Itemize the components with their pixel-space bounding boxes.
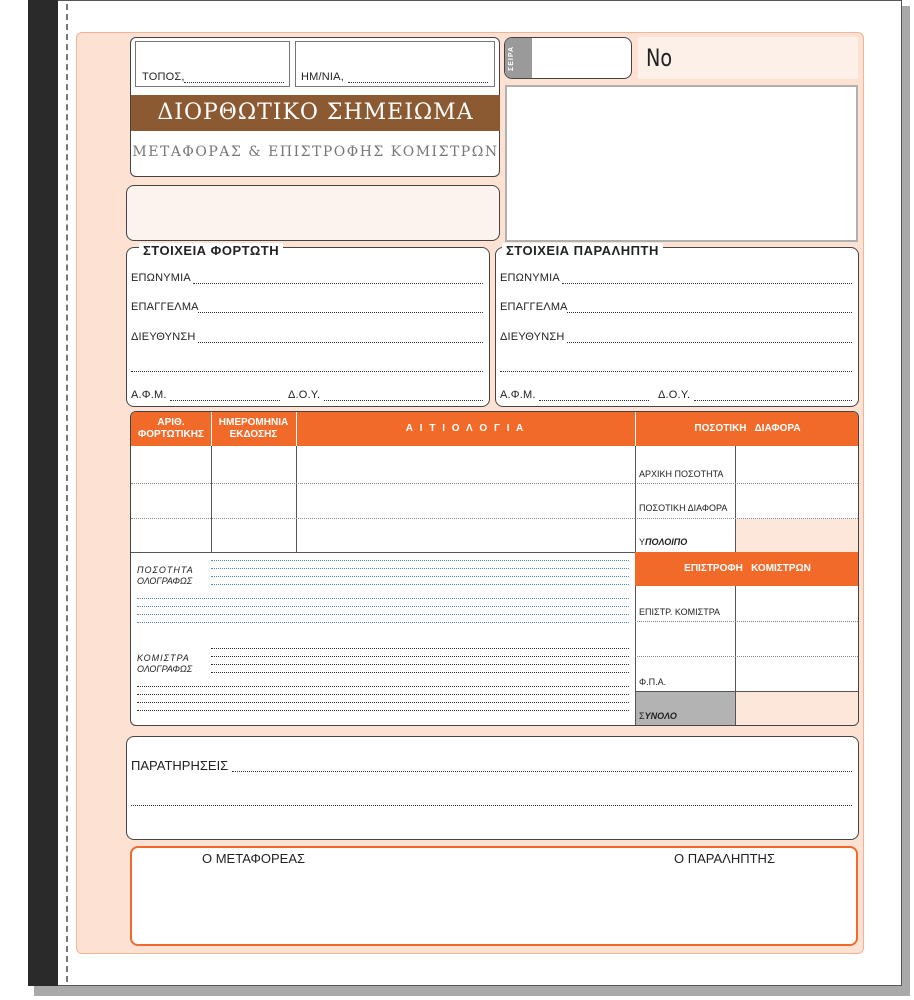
qty-words-line-2[interactable] bbox=[211, 568, 629, 569]
fare-words-line-2[interactable] bbox=[211, 656, 629, 657]
col-header-quantity-diff: ΠΟΣΟΤΙΚΗ ΔΙΑΦΟΡΑ bbox=[635, 412, 859, 446]
remarks-label: ΠΑΡΑΤΗΡΗΣΕΙΣ bbox=[131, 758, 229, 773]
shipper-section bbox=[126, 247, 490, 407]
qty-words-line-3[interactable] bbox=[211, 576, 629, 577]
qty-words-line-5[interactable] bbox=[137, 598, 629, 599]
col-header-number-line1: ΑΡΙΘ. bbox=[157, 417, 185, 428]
remarks-line-2[interactable] bbox=[131, 805, 852, 806]
shipper-profession-label: ΕΠΑΓΓΕΛΜΑ bbox=[131, 301, 199, 313]
receiver-name-label: ΕΠΩΝΥΜΙΑ bbox=[500, 272, 560, 284]
total-prefix: Σ bbox=[639, 711, 645, 721]
date-dots bbox=[348, 82, 488, 83]
main-table bbox=[130, 411, 859, 726]
qty-words-label-1: ΠΟΣΟΤΗΤΑ bbox=[137, 565, 194, 575]
number-label: No bbox=[646, 44, 673, 72]
shipper-name-field[interactable] bbox=[193, 283, 483, 284]
issuer-info-box bbox=[126, 185, 500, 241]
series-label: ΣΕΙΡΑ bbox=[508, 45, 515, 71]
fare-words-line-1[interactable] bbox=[211, 648, 629, 649]
return-fare-label: ΕΠΙΣΤΡ. ΚΟΜΙΣΤΡΑ bbox=[639, 607, 721, 617]
return-fare-line-2 bbox=[635, 656, 859, 657]
shipper-doy-label: Δ.Ο.Υ. bbox=[288, 389, 321, 401]
total-text: ΥΝΟΛΟ bbox=[644, 711, 677, 721]
row-line-3 bbox=[131, 552, 635, 553]
remainder-label bbox=[639, 537, 687, 547]
qty-words-line-4[interactable] bbox=[211, 584, 629, 585]
receiver-afm-label: Α.Φ.Μ. bbox=[500, 389, 536, 401]
col-header-number-line2: ΦΟΡΤΩΤΙΚΗΣ bbox=[138, 429, 204, 440]
col-header-date-line1: ΗΜΕΡΟΜΗΝΙΑ bbox=[218, 417, 289, 428]
receiver-name-field[interactable] bbox=[562, 283, 852, 284]
qty-words-line-7[interactable] bbox=[137, 614, 629, 615]
place-label: ΤΟΠΟΣ, bbox=[142, 71, 185, 83]
row-line-1 bbox=[131, 483, 635, 484]
col-header-reason: Α Ι Τ Ι Ο Λ Ο Γ Ι Α bbox=[296, 412, 635, 446]
shipper-title: ΣΤΟΙΧΕΙΑ ΦΟΡΤΩΤΗ bbox=[139, 243, 283, 258]
receiver-address-field-2[interactable] bbox=[500, 371, 852, 372]
shipper-address-field[interactable] bbox=[198, 342, 483, 343]
col-header-date-line2: ΕΚΔΟΣΗΣ bbox=[229, 429, 278, 440]
receiver-title: ΣΤΟΙΧΕΙΑ ΠΑΡΑΛΗΠΤΗ bbox=[502, 243, 663, 258]
shipper-afm-field[interactable] bbox=[170, 400, 280, 401]
receiver-section bbox=[495, 247, 859, 407]
shipper-doy-field[interactable] bbox=[324, 400, 483, 401]
remarks-section bbox=[126, 736, 859, 840]
perforation-line bbox=[66, 4, 68, 982]
date-label: ΗΜ/ΝΙΑ, bbox=[301, 71, 344, 83]
receiver-address-field[interactable] bbox=[567, 342, 852, 343]
initial-quantity-label: ΑΡΧΙΚΗ ΠΟΣΟΤΗΤΑ bbox=[639, 469, 724, 479]
qty-words-label-2: ΟΛΟΓΡΑΦΩΣ bbox=[137, 576, 193, 586]
carrier-signature-label: Ο ΜΕΤΑΦΟΡΕΑΣ bbox=[202, 851, 306, 866]
fare-words-line-7[interactable] bbox=[137, 702, 629, 703]
return-fares-header: ΕΠΙΣΤΡΟΦΗ ΚΟΜΙΣΤΡΩΝ bbox=[635, 552, 859, 586]
place-box[interactable] bbox=[135, 41, 290, 87]
header-sep-1 bbox=[211, 412, 212, 446]
total-value-cell[interactable] bbox=[736, 692, 859, 726]
fare-words-line-6[interactable] bbox=[137, 694, 629, 695]
quantity-diff-label: ΠΟΣΟΤΙΚΗ ΔΙΑΦΟΡΑ bbox=[639, 503, 728, 513]
header-sep-3 bbox=[635, 412, 636, 446]
shipper-address-field-2[interactable] bbox=[131, 371, 483, 372]
initial-quantity-line bbox=[635, 483, 859, 484]
fare-words-line-3[interactable] bbox=[211, 664, 629, 665]
date-box[interactable] bbox=[295, 41, 495, 87]
fare-words-label-2: ΟΛΟΓΡΑΦΩΣ bbox=[137, 664, 193, 674]
receiver-afm-field[interactable] bbox=[539, 400, 649, 401]
receiver-address-label: ΔΙΕΥΘΥΝΣΗ bbox=[500, 331, 565, 343]
fare-words-line-4[interactable] bbox=[211, 672, 629, 673]
receiver-signature-label: Ο ΠΑΡΑΛΗΠΤΗΣ bbox=[674, 851, 775, 866]
vat-label: Φ.Π.Α. bbox=[639, 677, 667, 687]
qty-words-line-6[interactable] bbox=[137, 606, 629, 607]
shipper-afm-label: Α.Φ.Μ. bbox=[131, 389, 167, 401]
receiver-doy-field[interactable] bbox=[694, 400, 852, 401]
place-dots bbox=[184, 82, 284, 83]
receiver-doy-label: Δ.Ο.Υ. bbox=[658, 389, 691, 401]
qty-words-line-1[interactable] bbox=[211, 560, 629, 561]
col-header-date bbox=[211, 412, 296, 446]
receiver-profession-label: ΕΠΑΓΓΕΛΜΑ bbox=[500, 301, 568, 313]
binding-spine bbox=[28, 0, 58, 986]
fare-words-label-1: ΚΟΜΙΣΤΡΑ bbox=[137, 653, 190, 663]
remainder-text: ΠΟΛΟΙΠΟ bbox=[645, 537, 688, 547]
shipper-profession-field[interactable] bbox=[198, 312, 483, 313]
fare-words-line-5[interactable] bbox=[137, 686, 629, 687]
document-title: ΔΙΟΡΘΩΤΙΚΟ ΣΗΜΕΙΩΜΑ bbox=[131, 95, 500, 131]
total-label bbox=[639, 711, 677, 721]
col-header-number bbox=[131, 412, 211, 446]
body-sep-1 bbox=[211, 446, 212, 552]
remarks-line-1[interactable] bbox=[232, 771, 852, 772]
shipper-address-label: ΔΙΕΥΘΥΝΣΗ bbox=[131, 331, 196, 343]
shipper-name-label: ΕΠΩΝΥΜΙΑ bbox=[131, 272, 191, 284]
remainder-prefix: Υ bbox=[639, 537, 646, 547]
receiver-profession-field[interactable] bbox=[567, 312, 852, 313]
stamp-area bbox=[505, 85, 858, 242]
number-box bbox=[638, 37, 858, 79]
series-label-strip bbox=[505, 38, 532, 78]
qty-words-line-8[interactable] bbox=[137, 622, 629, 623]
fare-words-line-8[interactable] bbox=[137, 710, 629, 711]
body-sep-3 bbox=[635, 446, 636, 726]
document-subtitle: ΜΕΤΑΦΟΡΑΣ & ΕΠΙΣΤΡΟΦΗΣ ΚΟΜΙΣΤΡΩΝ bbox=[132, 144, 499, 160]
body-sep-2 bbox=[296, 446, 297, 552]
row-line-2 bbox=[131, 518, 635, 519]
remainder-value-cell[interactable] bbox=[736, 519, 859, 552]
header-sep-2 bbox=[296, 412, 297, 446]
return-fare-line bbox=[635, 621, 859, 622]
